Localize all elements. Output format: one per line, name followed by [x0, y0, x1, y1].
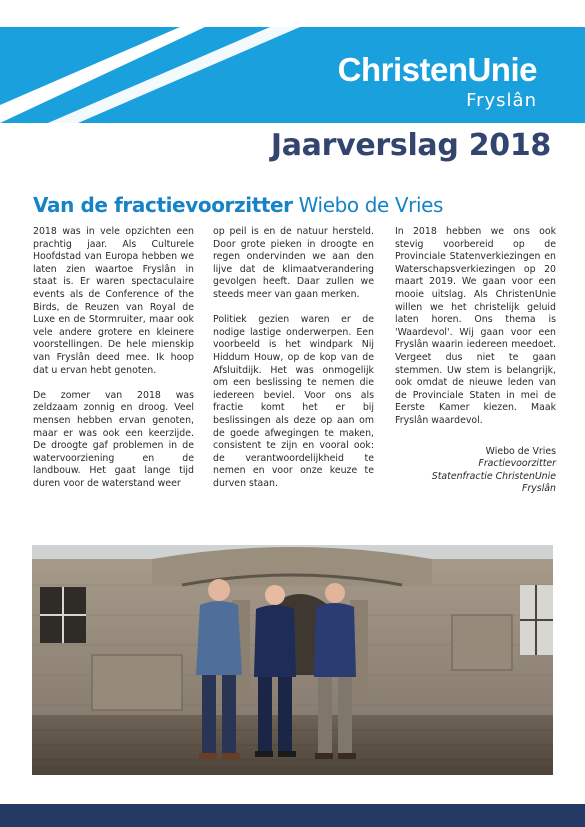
paragraph: In 2018 hebben we ons ook stevig voorbereid op de Provinciale Statenverkiezingen en Waterschapsverkiezingen op 20 maart 2019. We gaan voor een mooie uitslag. Als ChristenUnie willen we het christelijk geluid laten horen. Ons thema is 'Waardevol'. Wij gaan voor een Fryslân waarin iedereen meedoet. Vergeet dus niet te gaan stemmen. Uw stem is belangrijk, ook omdat de nieuwe leden van de Provinciale Staten in mei de Eerste Kamer kiezen. Maak Fryslân waardevol.	[395, 226, 556, 426]
paragraph: 2018 was in vele opzichten een prachtig jaar. Als Culturele Hoofdstad van Europa hebben we laten zien waartoe Fryslân in staat is. Er waren spectaculaire events als de Conference of the Birds, de Reuzen van Royal de Luxe en de Stormruiter, maar ook vele andere grotere en kleinere voorstellingen. De hele mienskip van Fryslân deed mee. Ik hoop dat u ervan hebt genoten.	[33, 226, 194, 376]
signature-block	[395, 446, 556, 496]
text-column-2	[213, 226, 374, 503]
group-photo	[32, 545, 553, 775]
logo-christenunie: ChristenUnie	[337, 51, 537, 88]
article-heading	[33, 193, 443, 217]
paragraph: Politiek gezien waren er de nodige lastige onderwerpen. Een voorbeeld is het windpark Nij Hiddum Houw, op de kop van de Afsluitdijk. Het was onmogelijk om een beslissing te nemen die iedereen beviel. Voor ons als fractie komt het er bij beslissingen als deze op aan om de goede afwegingen te maken, consistent te zijn en vooral ook: de verantwoordelijkheid te nemen en voor onze keuze te durven staan.	[213, 314, 374, 489]
heading-bold: Van de fractievoorzitter	[33, 193, 293, 217]
text-column-1	[33, 226, 194, 503]
paragraph: De zomer van 2018 was zeldzaam zonnig en droog. Veel mensen hebben ervan genoten, maar er was ook een keerzijde. De droogte gaf problemen in de watervoorziening en de landbouw. Het gaat lange tijd duren voor de waterstand weer	[33, 389, 194, 489]
heading-name: Wiebo de Vries	[298, 193, 444, 217]
signature-name: Wiebo de Vries	[485, 445, 556, 457]
text-column-3	[395, 226, 556, 496]
logo-region: Fryslân	[466, 90, 537, 111]
report-title: Jaarverslag 2018	[270, 128, 551, 163]
paragraph: op peil is en de natuur hersteld. Door grote pieken in droogte en regen ondervinden we aan den lijve dat de klimaatverandering gevolgen heeft. Daar zullen we steeds meer van gaan merken.	[213, 226, 374, 300]
signature-org: Statenfractie ChristenUnie Fryslân	[431, 470, 556, 495]
header-banner	[0, 27, 585, 123]
footer-bar	[0, 804, 585, 827]
signature-role: Fractievoorzitter	[478, 458, 556, 470]
photo-illustration	[32, 545, 553, 775]
